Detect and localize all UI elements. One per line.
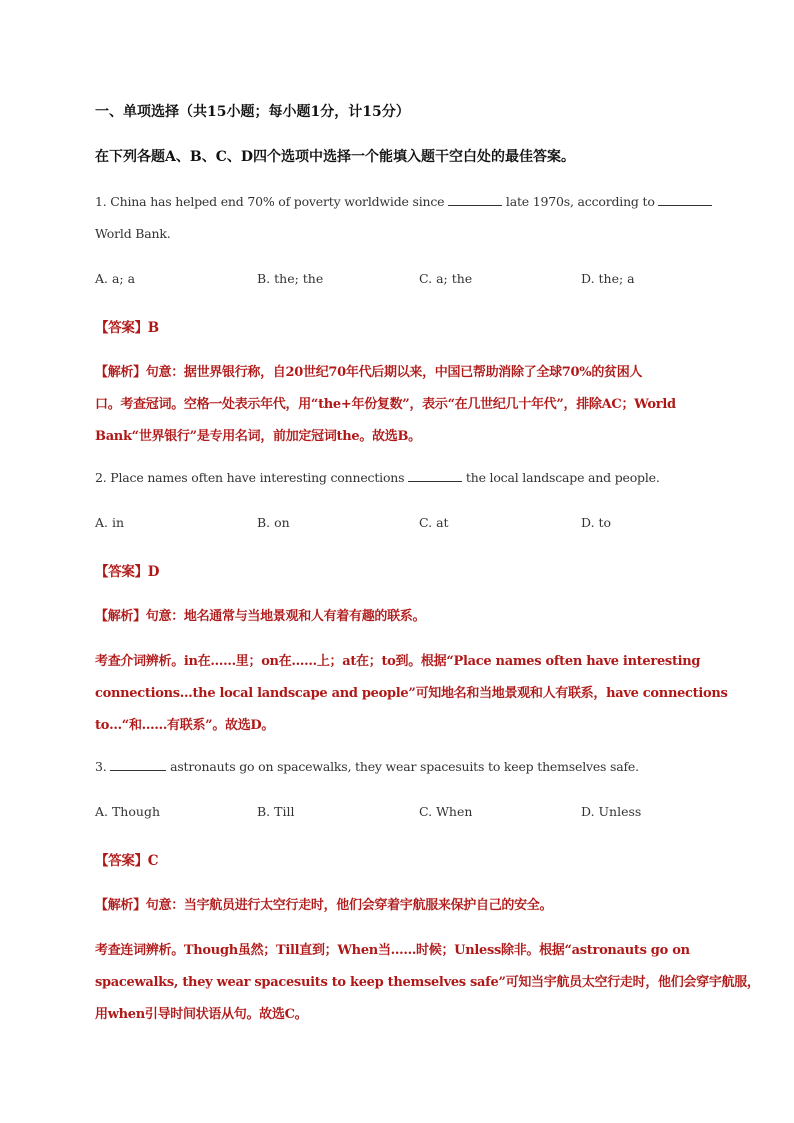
question-1-stem-line2: World Bank. xyxy=(95,226,171,241)
question-2-analysis-line: to…“和……有联系”。故选D。 xyxy=(95,718,275,733)
question-1-analysis-line: Bank“世界银行”是专用名词，前加定冠词the。故选B。 xyxy=(95,429,421,444)
question-1-analysis-line: 【解析】句意：据世界银行称，自20世纪70年代后期以来，中国已帮助消除了全球70%的贫困人 xyxy=(95,365,643,380)
question-2-analysis-line: connections…the local landscape and people”可知地名和当地景观和人有联系，have connections xyxy=(95,686,728,701)
section-title: 一、单项选择（共15小题；每小题1分，计15分） xyxy=(95,104,410,120)
answer-blank xyxy=(408,471,462,482)
question-2-option-d: D. to xyxy=(581,515,612,530)
question-2-stem: 2. Place names often have interesting connections the local landscape and people. xyxy=(95,470,660,485)
question-3-stem: 3. astronauts go on spacewalks, they wear spacesuits to keep themselves safe. xyxy=(95,759,639,774)
question-3-answer: 【答案】C xyxy=(95,853,159,869)
question-3-option-a: A. Though xyxy=(95,804,160,819)
question-1-option-a: A. a; a xyxy=(95,271,136,286)
question-3-option-b: B. Till xyxy=(257,804,295,819)
answer-blank xyxy=(658,195,712,206)
question-3-option-c: C. When xyxy=(419,804,473,819)
question-1-option-b: B. the; the xyxy=(257,271,324,286)
question-3-analysis-line: 【解析】句意：当宇航员进行太空行走时，他们会穿着宇航服来保护自己的安全。 xyxy=(95,898,553,913)
question-3-analysis-line: spacewalks, they wear spacesuits to keep themselves safe”可知当宇航员太空行走时，他们会穿宇航服， xyxy=(95,975,760,990)
question-1-option-c: C. a; the xyxy=(419,271,473,286)
answer-blank xyxy=(448,195,502,206)
question-2-option-b: B. on xyxy=(257,515,290,530)
question-3-option-d: D. Unless xyxy=(581,804,642,819)
question-2-option-c: C. at xyxy=(419,515,449,530)
question-3-analysis-line: 考查连词辨析。Though虽然；Till直到；When当……时候；Unless除非。根据“astronauts go on xyxy=(95,943,690,958)
question-2-option-a: A. in xyxy=(95,515,125,530)
question-1-stem: 1. China has helped end 70% of poverty worldwide since late 1970s, according to xyxy=(95,194,712,209)
question-2-answer: 【答案】D xyxy=(95,564,160,580)
question-1-analysis-line: 口。考查冠词。空格一处表示年代，用“the+年份复数”，表示“在几世纪几十年代”，排除AC；World xyxy=(95,397,676,412)
answer-blank xyxy=(110,760,166,771)
instruction-text: 在下列各题A、B、C、D四个选项中选择一个能填入题干空白处的最佳答案。 xyxy=(95,149,575,165)
question-1-answer: 【答案】B xyxy=(95,320,159,336)
question-3-analysis-line: 用when引导时间状语从句。故选C。 xyxy=(95,1007,308,1022)
question-1-option-d: D. the; a xyxy=(581,271,635,286)
question-2-analysis-line: 【解析】句意：地名通常与当地景观和人有着有趣的联系。 xyxy=(95,609,426,624)
question-2-analysis-line: 考查介词辨析。in在……里；on在……上；at在；to到。根据“Place names often have interesting xyxy=(95,654,701,669)
